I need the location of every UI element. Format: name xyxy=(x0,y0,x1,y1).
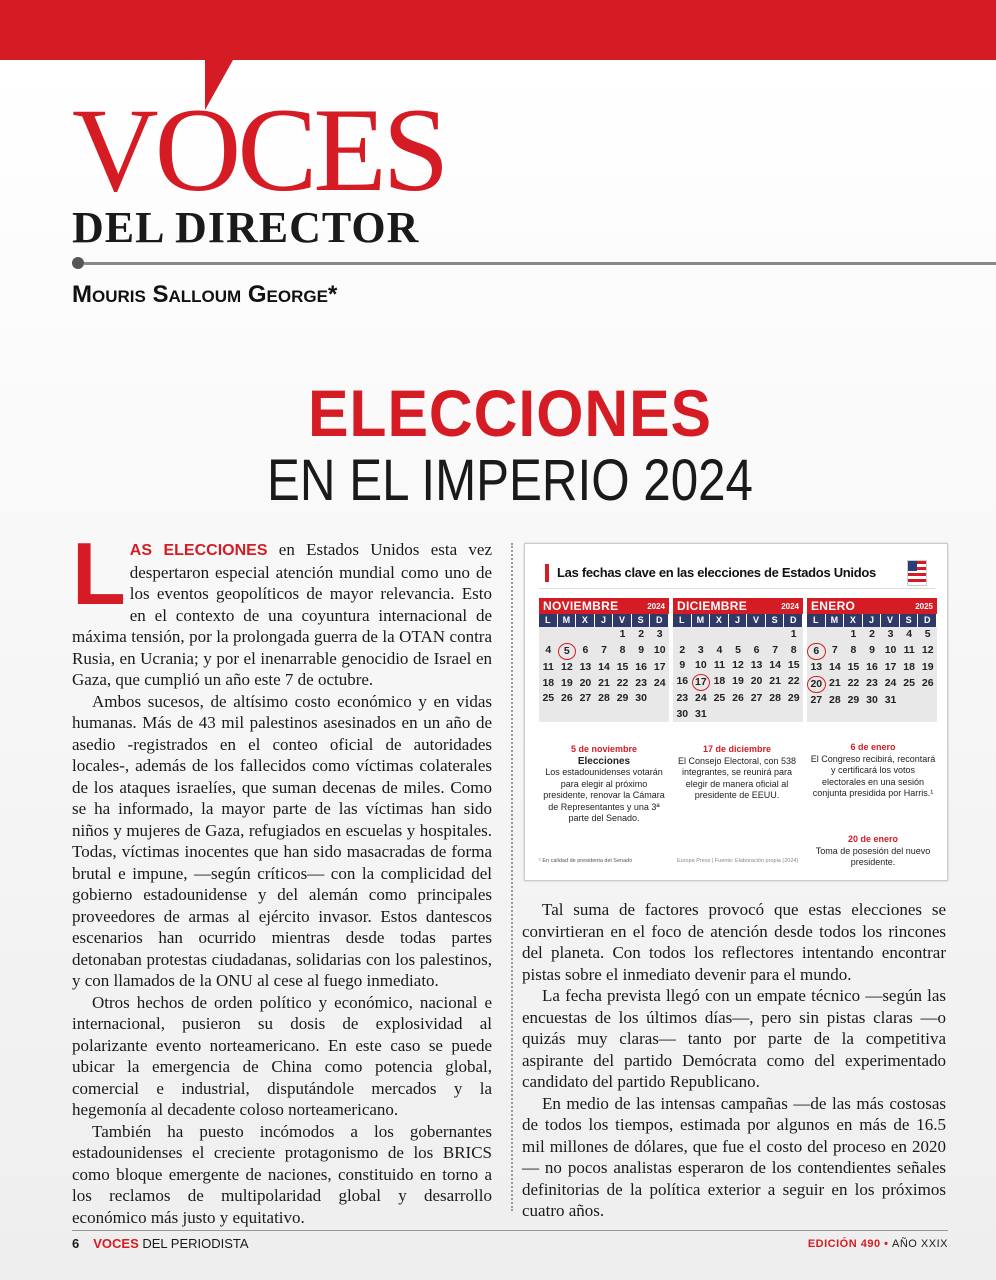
lead-in: AS ELECCIONES xyxy=(129,542,268,559)
calendar-day: 22 xyxy=(616,676,629,689)
calendar-day: 8 xyxy=(850,643,857,656)
paragraph-7: En medio de las intensas campañas —de las más costosas de todos los tiempos, estimada por algunos en más de 16.5 mil millones de dólares, que fue el costo del proceso en 2020— no pocos analistas esperaron de los contendientes señales definitorias de la política exterior a seguir en los próximos cuatro años. xyxy=(522,1093,946,1220)
calendar-day: 25 xyxy=(903,676,915,689)
calendar-week xyxy=(673,707,803,723)
calendar-day: 11 xyxy=(903,643,915,656)
calendar-week xyxy=(539,627,669,643)
calendar-day: 23 xyxy=(676,692,689,704)
calendar-day: 30 xyxy=(676,707,689,720)
article-column-left xyxy=(72,524,492,1228)
calendar-day: 19 xyxy=(921,661,934,673)
calendar-day: 26 xyxy=(732,692,744,704)
calendar-day: 3 xyxy=(656,628,663,640)
calendar-day: 31 xyxy=(884,694,897,706)
calendar-day xyxy=(576,627,595,643)
calendar-day: 3 xyxy=(887,628,894,640)
page-number: 6 xyxy=(72,1236,80,1251)
calendar-day: 30 xyxy=(866,694,878,706)
calendar-day: 6 xyxy=(753,643,760,656)
calendar-day: 22 xyxy=(847,676,860,689)
calendar-day: 5 xyxy=(924,628,931,640)
calendar-day: 23 xyxy=(866,676,878,689)
calendar-day: 11 xyxy=(713,659,725,671)
calendar-day: 24 xyxy=(884,676,897,689)
edition-number: EDICIÓN 490 xyxy=(807,1238,881,1250)
note-text: El Consejo Electoral, con 538 integrantes, se reunirá para elegir de manera oficial al presidente de EEUU. xyxy=(677,755,797,800)
calendar-day: 9 xyxy=(638,643,645,656)
calendar-day: 15 xyxy=(787,659,800,671)
note-heading: Elecciones xyxy=(577,755,631,767)
calendar-day xyxy=(650,691,669,707)
calendar-day: 23 xyxy=(635,676,647,689)
calendar-day xyxy=(747,707,766,723)
calendar-year: 2024 xyxy=(647,601,665,611)
footer-left xyxy=(72,1236,249,1252)
weekday-label: V xyxy=(881,614,900,627)
calendar-day: 9 xyxy=(679,659,686,671)
calendar-day xyxy=(766,707,785,723)
calendar-day: 21 xyxy=(769,674,781,687)
weekday-label: D xyxy=(784,614,803,627)
weekday-label: X xyxy=(576,614,595,627)
calendar-day: 9 xyxy=(869,643,875,656)
calendar-day: 1 xyxy=(850,628,857,640)
calendar-day: 18 xyxy=(713,674,726,687)
weekday-label: D xyxy=(650,614,669,627)
calendar-body xyxy=(673,627,803,722)
calendar-day: 14 xyxy=(769,659,781,671)
weekday-label: V xyxy=(747,614,766,627)
calendar-day: 19 xyxy=(732,674,744,687)
calendar-day: 3 xyxy=(697,643,704,656)
calendar-week xyxy=(807,693,937,709)
us-flag-icon xyxy=(907,560,927,586)
note-dec-17 xyxy=(675,744,799,802)
calendar-year: 2024 xyxy=(781,601,799,611)
calendar-body xyxy=(539,627,669,707)
calendar-day: 22 xyxy=(787,674,800,687)
paragraph-4: También ha puesto incómodos a los gobernantes estadounidenses el creciente protagonismo de los BRICS como bloque emergente de naciones, constituido en torno a los reclamos de multipolaridad global y desarrollo económico más justo y equitativo. xyxy=(72,1121,492,1227)
calendar-day: 10 xyxy=(695,659,707,671)
calendar-day xyxy=(784,707,803,723)
calendar-day: 1 xyxy=(790,628,797,640)
section-title: VOCES xyxy=(72,83,446,216)
calendar-day: 20 xyxy=(750,674,763,687)
note-date: 5 de noviembre xyxy=(570,744,638,754)
calendar-body xyxy=(807,627,937,709)
calendar-day: 1 xyxy=(619,628,626,640)
calendar-day xyxy=(747,627,766,643)
calendar-day: 17 xyxy=(692,674,711,692)
calendar-day: 7 xyxy=(601,643,607,656)
paragraph-6: La fecha prevista llegó con un empate técnico —según las encuestas de los últimos días—, pero sin pistas claras —o quizás muy claras— tanto por parte de la competitiva aspirante del partido Demócrata como del experimentado candidato del partido Republicano. xyxy=(522,986,946,1091)
calendar-day xyxy=(729,707,748,723)
calendar-day: 24 xyxy=(695,692,707,704)
infographic-source: Europa Press | Fuente: Elaboración propia (2024) xyxy=(677,858,799,864)
calendar-day xyxy=(900,693,919,709)
calendar-day: 4 xyxy=(716,643,723,656)
calendar-week xyxy=(539,660,669,676)
calendar-day: 5 xyxy=(558,643,577,661)
drop-cap: L xyxy=(72,524,126,623)
weekday-label: J xyxy=(729,614,748,627)
note-jan-20 xyxy=(809,834,937,869)
rule-dot xyxy=(72,257,84,269)
headline-main: ELECCIONES xyxy=(308,376,712,450)
calendar-month: ENERO xyxy=(811,599,856,613)
calendar-month: NOVIEMBRE xyxy=(543,599,619,613)
calendar-day: 29 xyxy=(787,692,800,704)
weekday-label: M xyxy=(558,614,577,627)
magazine-name-rest: DEL PERIODISTA xyxy=(138,1236,249,1251)
calendar-day: 4 xyxy=(906,628,913,640)
calendar-diciembre xyxy=(673,598,803,722)
calendar-day: 13 xyxy=(579,661,592,673)
calendar-day: 12 xyxy=(732,659,744,671)
calendar-day: 12 xyxy=(561,661,573,673)
infographic-title: Las fechas clave en las elecciones de Estados Unidos xyxy=(545,564,876,582)
calendar-day: 28 xyxy=(829,694,841,706)
calendar-day: 15 xyxy=(616,661,629,673)
calendar-day: 4 xyxy=(545,643,552,656)
calendar-day: 16 xyxy=(635,661,647,673)
weekday-label: D xyxy=(918,614,937,627)
calendar-week xyxy=(673,627,803,643)
calendar-week xyxy=(807,643,937,661)
footer-separator: • xyxy=(880,1238,893,1250)
calendar-enero xyxy=(807,598,937,722)
calendar-week xyxy=(539,691,669,707)
calendar-week xyxy=(539,643,669,661)
calendar-day: 17 xyxy=(653,661,666,673)
calendar-day: 11 xyxy=(542,661,554,673)
calendar-day: 27 xyxy=(750,692,763,704)
calendar-day: 26 xyxy=(921,676,934,689)
calendar-day: 17 xyxy=(884,661,897,673)
calendar-day: 16 xyxy=(866,661,878,673)
calendar-day xyxy=(710,627,729,643)
calendar-week xyxy=(673,691,803,707)
election-dates-infographic xyxy=(524,543,948,881)
calendar-day: 31 xyxy=(695,707,707,720)
calendar-week xyxy=(539,676,669,692)
calendar-day: 30 xyxy=(635,692,647,704)
calendar-day: 6 xyxy=(807,643,826,661)
calendar-day: 2 xyxy=(679,643,686,656)
weekday-label: M xyxy=(692,614,711,627)
footer-right xyxy=(808,1236,948,1252)
section-subtitle: DEL DIRECTOR xyxy=(72,203,420,252)
note-text: Los estadounidenses votarán para elegir al próximo presidente, renovar la Cámara de Representantes y una 3ª parte del Senado. xyxy=(543,767,665,823)
weekday-label: S xyxy=(766,614,785,627)
calendar-day: 8 xyxy=(619,643,626,656)
note-nov-5 xyxy=(539,744,669,825)
weekday-label: J xyxy=(863,614,882,627)
calendar-day: 10 xyxy=(653,643,666,656)
calendar-day: 20 xyxy=(579,676,592,689)
paragraph-3: Otros hechos de orden político y económico, nacional e internacional, pusieron su dosis de explosividad al polarizante evento norteamericano. En este caso se puede ubicar la emergencia de China como potencia global, comercial e industrial, disputándole mercados y la hegemonía al decadente coloso norteamericano. xyxy=(72,992,492,1119)
calendar-day xyxy=(558,627,577,643)
calendar-day xyxy=(539,627,558,643)
calendar-week xyxy=(807,660,937,676)
calendar-week xyxy=(673,674,803,692)
calendar-day: 27 xyxy=(810,694,823,706)
note-date: 17 de diciembre xyxy=(702,744,772,754)
weekday-label: M xyxy=(826,614,845,627)
calendar-day: 7 xyxy=(772,643,779,656)
calendar-day: 29 xyxy=(616,692,629,704)
author-byline: Mouris Salloum George* xyxy=(72,281,338,308)
footer-rule xyxy=(72,1230,948,1231)
calendar-day xyxy=(595,627,614,643)
calendar-day xyxy=(729,627,748,643)
calendar-day: 29 xyxy=(847,694,860,706)
infographic-title-rule xyxy=(539,588,935,589)
calendar-day xyxy=(692,627,711,643)
calendar-day: 2 xyxy=(638,628,645,640)
calendar-weekdays xyxy=(539,614,669,627)
calendar-day: 5 xyxy=(735,643,741,656)
note-text: El Congreso recibirá, recontará y certificará los votos electorales en una sesión conjunta presidida por Harris.¹ xyxy=(810,753,936,798)
magazine-name-bold: VOCES xyxy=(93,1236,139,1251)
calendar-day: 13 xyxy=(750,659,763,671)
calendar-day: 28 xyxy=(598,692,610,704)
calendar-year: 2025 xyxy=(915,601,933,611)
year-label: AÑO XXIX xyxy=(892,1238,948,1250)
calendar-day: 14 xyxy=(598,661,610,673)
calendar-day: 19 xyxy=(561,676,573,689)
calendar-week xyxy=(673,658,803,674)
note-jan-6 xyxy=(809,742,937,800)
calendar-day: 15 xyxy=(847,661,860,673)
calendar-day: 7 xyxy=(831,643,838,656)
calendar-day: 16 xyxy=(676,674,689,687)
note-text: Toma de posesión del nuevo presidente. xyxy=(815,845,931,867)
calendar-day: 25 xyxy=(713,692,726,704)
weekday-label: S xyxy=(632,614,651,627)
top-red-bar xyxy=(0,0,996,60)
calendar-day: 13 xyxy=(810,661,823,673)
calendar-day: 20 xyxy=(807,676,826,694)
calendar-day xyxy=(826,627,845,643)
weekday-label: L xyxy=(539,614,558,627)
calendar-weekdays xyxy=(673,614,803,627)
weekday-label: X xyxy=(710,614,729,627)
weekday-label: J xyxy=(595,614,614,627)
weekday-label: X xyxy=(844,614,863,627)
calendar-day xyxy=(766,627,785,643)
calendar-day: 8 xyxy=(790,643,797,656)
column-divider xyxy=(511,543,513,1211)
infographic-footnote: ¹ En calidad de presidenta del Senado xyxy=(539,858,633,864)
calendar-day: 28 xyxy=(769,692,781,704)
weekday-label: S xyxy=(900,614,919,627)
calendar-month: DICIEMBRE xyxy=(677,599,748,613)
calendar-day xyxy=(807,627,826,643)
paragraph-1 xyxy=(72,524,492,691)
calendar-noviembre xyxy=(539,598,669,722)
calendar-day: 6 xyxy=(582,643,589,656)
note-date: 20 de enero xyxy=(847,834,899,844)
calendar-weekdays xyxy=(807,614,937,627)
weekday-label: L xyxy=(807,614,826,627)
calendar-day: 18 xyxy=(903,661,915,673)
calendar-week xyxy=(673,643,803,659)
note-date: 6 de enero xyxy=(850,742,896,752)
calendar-day: 18 xyxy=(542,676,555,689)
calendar-day: 21 xyxy=(598,676,610,689)
calendar-day: 24 xyxy=(653,676,666,689)
rule-line xyxy=(84,262,996,265)
calendar-week xyxy=(807,676,937,694)
calendar-week xyxy=(807,627,937,643)
headline-sub: EN EL IMPERIO 2024 xyxy=(267,448,753,513)
paragraph-1-text: en Estados Unidos esta vez despertaron especial atención mundial como uno de los eventos geopolíticos de mayor relevancia. Esto en el contexto de una coyuntura internacional de máxima tensión, por la prolongada guerra de la OTAN contra Rusia, en Ucrania; y por el inenarrable genocidio de Israel en Gaza, que cumplió un año este 7 de octubre. xyxy=(72,540,492,689)
calendar-day: 10 xyxy=(884,643,897,656)
calendar-day: 27 xyxy=(579,692,592,704)
weekday-label: L xyxy=(673,614,692,627)
calendar-day: 2 xyxy=(869,628,875,640)
calendar-day xyxy=(673,627,692,643)
calendar-day xyxy=(918,693,937,709)
calendar-day: 25 xyxy=(542,692,555,704)
calendar-day xyxy=(710,707,729,723)
calendar-day: 12 xyxy=(921,643,934,656)
article-column-right xyxy=(522,899,946,1222)
calendar-day: 14 xyxy=(829,661,841,673)
weekday-label: V xyxy=(613,614,632,627)
paragraph-2: Ambos sucesos, de altísimo costo económico y en vidas humanas. Más de 43 mil palestinos asesinados en un año de asedio -registrados en el conteo oficial de autoridades locales-, además de los fallecidos como víctimas colaterales de los ataques israelíes, que suman decenas de miles. Como se ha informado, la mayor parte de las víctimas han sido niños y mujeres de Gaza, refugiados en escuelas y hospitales. Todas, víctimas inocentes que han sido masacradas de forma brutal e impune, —según críticos— con la complicidad del gobierno estadounidense y del alemán como principales proveedores de armas al ejército invasor. Estos dantescos escenarios han ocurrido mientras desde todas partes detonaban protestas ciudadanas, solidarias con los palestinos, y con llamados de la ONU al cese al fuego inmediato. xyxy=(72,691,492,990)
paragraph-5: Tal suma de factores provocó que estas elecciones se convirtieran en el foco de atención desde todos los rincones del planeta. Con todos los reflectores intentando encontrar pistas sobre el inmediato devenir para el mundo. xyxy=(522,900,946,984)
calendar-day: 26 xyxy=(561,692,573,704)
calendar-day: 21 xyxy=(829,676,841,689)
